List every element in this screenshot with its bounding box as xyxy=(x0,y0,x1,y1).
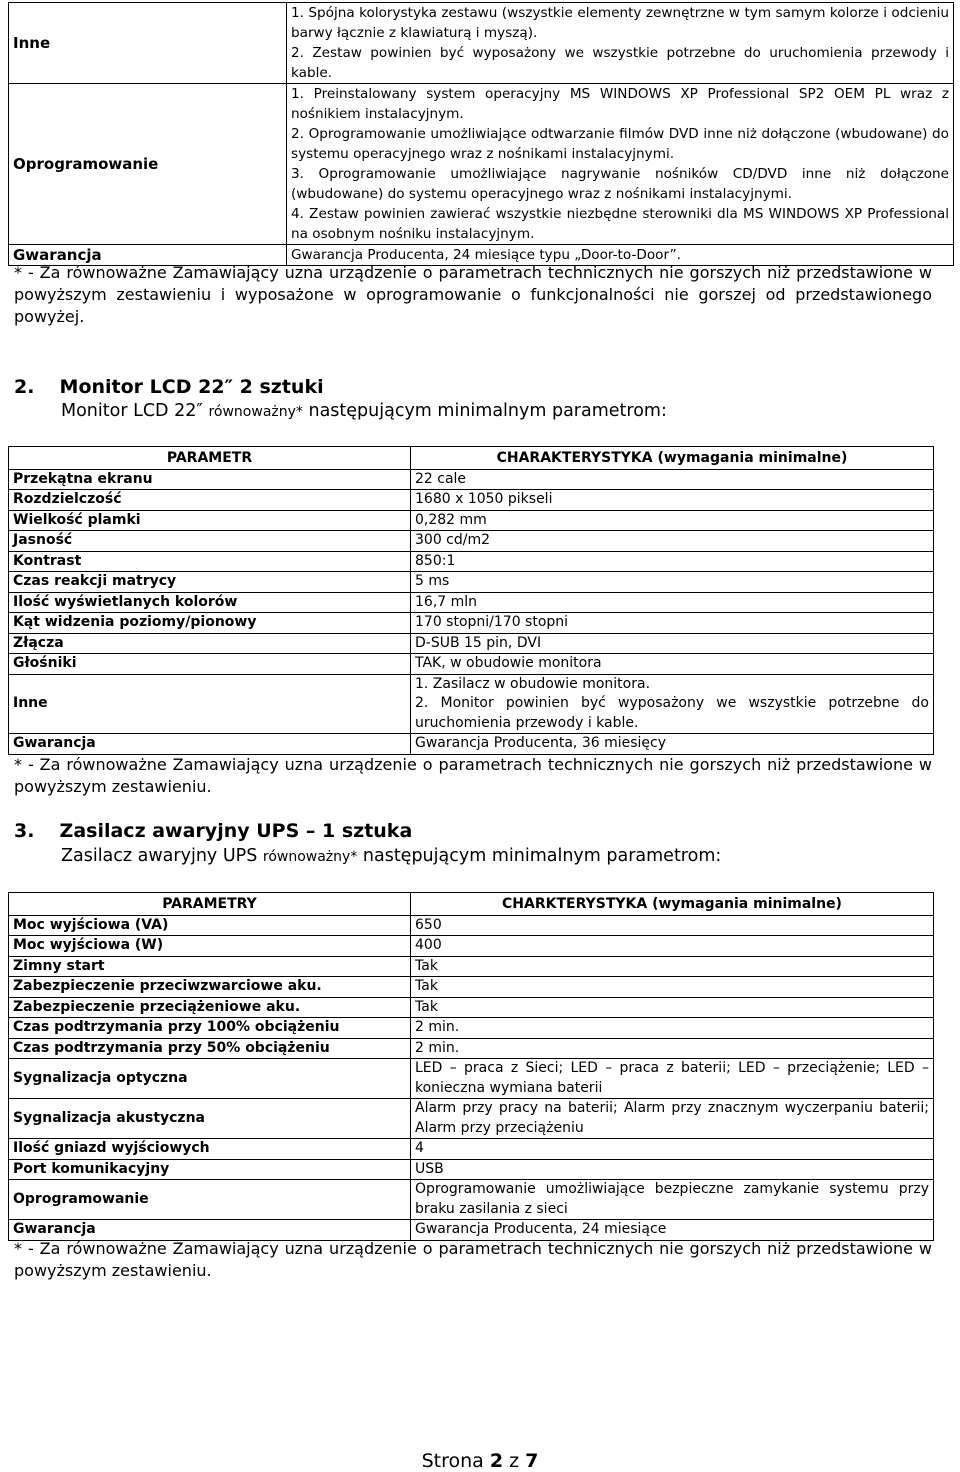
row-label: Złącza xyxy=(9,633,411,654)
row-value: Gwarancja Producenta, 36 miesięcy xyxy=(411,734,934,755)
table-row xyxy=(9,674,934,734)
subtitle-text: Monitor LCD 22″ xyxy=(61,401,209,421)
row-value: D-SUB 15 pin, DVI xyxy=(411,633,934,654)
table-row xyxy=(9,490,934,511)
row-value: Alarm przy pracy na baterii; Alarm przy znacznym wyczerpaniu baterii; Alarm przy przeciążeniu xyxy=(411,1099,934,1139)
row-value: LED – praca z Sieci; LED – praca z baterii; LED – przeciążenie; LED – konieczna wymiana baterii xyxy=(411,1059,934,1099)
page-total: 7 xyxy=(525,1450,539,1472)
table-row xyxy=(9,633,934,654)
section-title: Monitor LCD 22″ 2 sztuki xyxy=(59,376,324,398)
table-row xyxy=(9,3,954,84)
spec-table-computer xyxy=(8,2,954,266)
subtitle-text: następującym minimalnym parametrom: xyxy=(302,401,667,421)
row-label: Zabezpieczenie przeciwzwarciowe aku. xyxy=(9,977,411,998)
row-value: Gwarancja Producenta, 24 miesiące xyxy=(411,1220,934,1241)
row-label: Rozdzielczość xyxy=(9,490,411,511)
page-of-label: z xyxy=(503,1450,526,1472)
list-item: 1. Spójna kolorystyka zestawu (wszystkie elementy zewnętrzne w tym samym kolorze i odcieniu barwy łącznie z klawiaturą i myszą). xyxy=(291,5,949,41)
row-value: 400 xyxy=(411,936,934,957)
table-row xyxy=(9,531,934,552)
table-row xyxy=(9,1059,934,1099)
table-header-row xyxy=(9,447,934,470)
table-row xyxy=(9,592,934,613)
row-value-gwarancja: Gwarancja Producenta, 24 miesiące typu „Door-to-Door”. xyxy=(287,245,954,266)
spec-table-ups xyxy=(8,892,934,1241)
table-row xyxy=(9,654,934,675)
list-item: 2. Monitor powinien być wyposażony we wszystkie potrzebne do uruchomienia przewody i kable. xyxy=(415,695,929,731)
row-value: 4 xyxy=(411,1139,934,1160)
table-row xyxy=(9,469,934,490)
row-value: Tak xyxy=(411,977,934,998)
list-item: 1. Zasilacz w obudowie monitora. xyxy=(415,675,651,692)
row-label: Moc wyjściowa (W) xyxy=(9,936,411,957)
row-value: Oprogramowanie umożliwiające bezpieczne zamykanie systemu przy braku zasilania z sieci xyxy=(411,1180,934,1220)
row-label: Oprogramowanie xyxy=(9,1180,411,1220)
column-header-parameter: PARAMETR xyxy=(9,447,411,470)
spec-table-monitor xyxy=(8,446,934,755)
row-label: Port komunikacyjny xyxy=(9,1159,411,1180)
row-value-inne xyxy=(287,3,954,84)
table-row xyxy=(9,977,934,998)
table-row xyxy=(9,915,934,936)
table-header-row xyxy=(9,893,934,916)
table-row xyxy=(9,84,954,245)
row-label: Gwarancja xyxy=(9,1220,411,1241)
subtitle-text: Zasilacz awaryjny UPS xyxy=(61,846,263,866)
row-label: Przekątna ekranu xyxy=(9,469,411,490)
page-number: 2 xyxy=(489,1450,504,1472)
equivalence-note: * - Za równoważne Zamawiający uzna urządzenie o parametrach technicznych nie gorszych niż przedstawione w powyższym zestawieniu i wyposażone w oprogramowanie o funkcjonalności nie gorszej od przedstawionego powyżej. xyxy=(14,263,932,326)
column-header-parameter: PARAMETRY xyxy=(9,893,411,916)
row-label: Kąt widzenia poziomy/pionowy xyxy=(9,613,411,634)
table-row xyxy=(9,1220,934,1241)
row-value: USB xyxy=(411,1159,934,1180)
row-value: 850:1 xyxy=(411,551,934,572)
row-value: 650 xyxy=(411,915,934,936)
section-heading xyxy=(14,376,914,398)
row-value: 5 ms xyxy=(411,572,934,593)
row-label: Głośniki xyxy=(9,654,411,675)
row-label: Czas podtrzymania przy 100% obciążeniu xyxy=(9,1018,411,1039)
row-label: Wielkość plamki xyxy=(9,510,411,531)
table-row xyxy=(9,1099,934,1139)
table-row xyxy=(9,572,934,593)
list-item: 3. Oprogramowanie umożliwiające nagrywanie nośników CD/DVD inne niż dołączone (wbudowane) do systemu operacyjnego wraz z nośnikami instalacyjnymi. xyxy=(291,166,949,202)
table-row xyxy=(9,997,934,1018)
list-item: 4. Zestaw powinien zawierać wszystkie niezbędne sterowniki dla MS WINDOWS XP Professional na osobnym nośniku instalacyjnym. xyxy=(291,206,949,242)
row-label-gwarancja: Gwarancja xyxy=(9,245,287,266)
row-label: Zimny start xyxy=(9,956,411,977)
row-label: Gwarancja xyxy=(9,734,411,755)
table-row xyxy=(9,936,934,957)
table-row xyxy=(9,613,934,634)
row-value: 2 min. xyxy=(411,1038,934,1059)
row-value: 22 cale xyxy=(411,469,934,490)
list-item: 2. Oprogramowanie umożliwiające odtwarzanie filmów DVD inne niż dołączone (wbudowane) do systemu operacyjnego wraz z nośnikami instalacyjnymi. xyxy=(291,126,949,162)
section-subtitle xyxy=(61,846,941,866)
page-footer xyxy=(0,1450,960,1472)
row-label-oprogramowanie: Oprogramowanie xyxy=(9,84,287,245)
row-label: Inne xyxy=(9,674,411,734)
row-label-inne: Inne xyxy=(9,3,287,84)
table-row xyxy=(9,551,934,572)
table-row xyxy=(9,1018,934,1039)
subtitle-equivalent: równoważny* xyxy=(262,849,358,865)
row-value: Tak xyxy=(411,956,934,977)
row-value: 300 cd/m2 xyxy=(411,531,934,552)
section-number: 2. xyxy=(14,376,35,398)
equivalence-note: * - Za równoważne Zamawiający uzna urządzenie o parametrach technicznych nie gorszych niż przedstawione w powyższym zestawieniu. xyxy=(14,755,932,796)
row-value: 16,7 mln xyxy=(411,592,934,613)
table-row xyxy=(9,1038,934,1059)
column-header-characteristics: CHARKTERYSTYKA (wymagania minimalne) xyxy=(411,893,934,916)
row-label: Czas reakcji matrycy xyxy=(9,572,411,593)
row-label: Ilość gniazd wyjściowych xyxy=(9,1139,411,1160)
row-value: 1680 x 1050 pikseli xyxy=(411,490,934,511)
row-label: Kontrast xyxy=(9,551,411,572)
page-label: Strona xyxy=(421,1450,490,1472)
row-label: Ilość wyświetlanych kolorów xyxy=(9,592,411,613)
row-value: 0,282 mm xyxy=(411,510,934,531)
subtitle-text: następującym minimalnym parametrom: xyxy=(357,846,722,866)
equivalence-note: * - Za równoważne Zamawiający uzna urządzenie o parametrach technicznych nie gorszych niż przedstawione w powyższym zestawieniu. xyxy=(14,1239,932,1280)
section-title: Zasilacz awaryjny UPS – 1 sztuka xyxy=(59,820,413,842)
section-number: 3. xyxy=(14,820,35,842)
row-label: Sygnalizacja akustyczna xyxy=(9,1099,411,1139)
row-value: 2 min. xyxy=(411,1018,934,1039)
row-value xyxy=(411,674,934,734)
row-value: 170 stopni/170 stopni xyxy=(411,613,934,634)
column-header-characteristics: CHARAKTERYSTYKA (wymagania minimalne) xyxy=(411,447,934,470)
table-row xyxy=(9,956,934,977)
row-label: Moc wyjściowa (VA) xyxy=(9,915,411,936)
table-row xyxy=(9,1180,934,1220)
section-subtitle xyxy=(61,401,941,421)
row-label: Jasność xyxy=(9,531,411,552)
row-value-oprogramowanie xyxy=(287,84,954,245)
subtitle-equivalent: równoważny* xyxy=(208,404,303,420)
table-row xyxy=(9,734,934,755)
table-row xyxy=(9,510,934,531)
row-label: Zabezpieczenie przeciążeniowe aku. xyxy=(9,997,411,1018)
row-value: TAK, w obudowie monitora xyxy=(411,654,934,675)
table-row xyxy=(9,1159,934,1180)
table-row xyxy=(9,1139,934,1160)
list-item: 2. Zestaw powinien być wyposażony we wszystkie potrzebne do uruchomienia przewody i kable. xyxy=(291,45,949,81)
row-label: Sygnalizacja optyczna xyxy=(9,1059,411,1099)
list-item: 1. Preinstalowany system operacyjny MS WINDOWS XP Professional SP2 OEM PL wraz z nośnikiem instalacyjnym. xyxy=(291,86,949,122)
row-value: Tak xyxy=(411,997,934,1018)
row-label: Czas podtrzymania przy 50% obciążeniu xyxy=(9,1038,411,1059)
section-heading xyxy=(14,820,914,842)
